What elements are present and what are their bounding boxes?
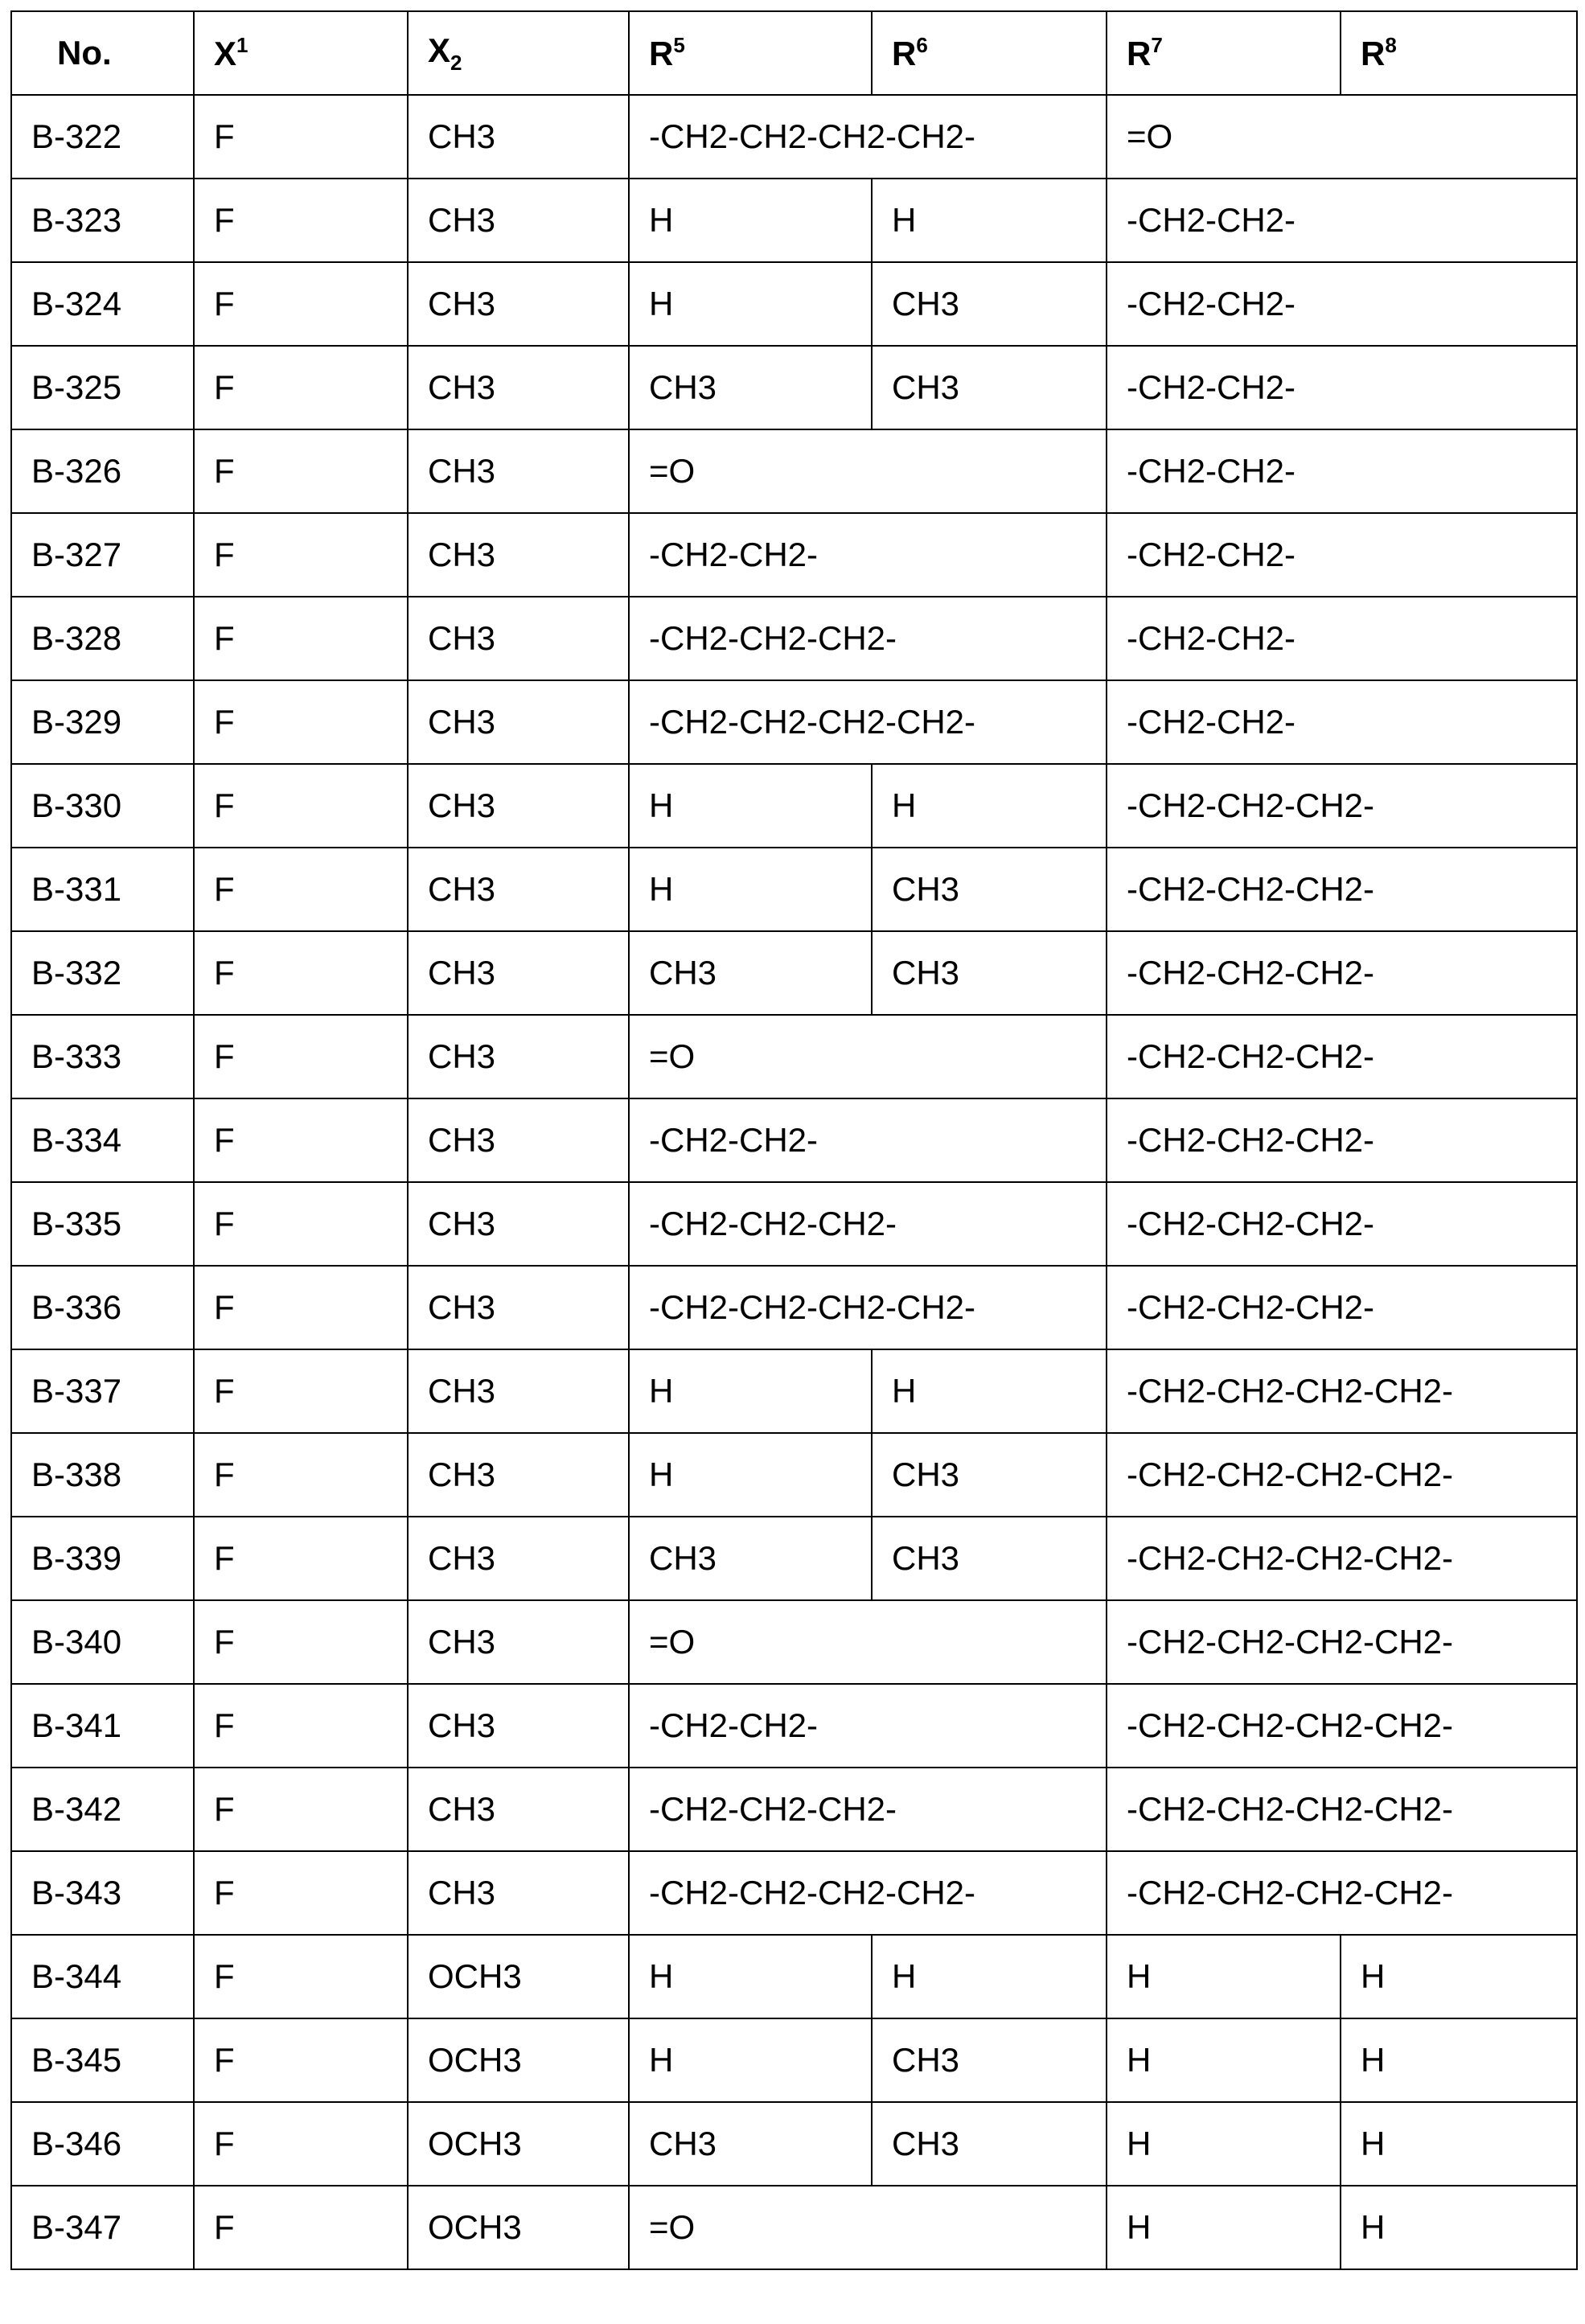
table-cell: F: [194, 1684, 408, 1768]
table-cell: -CH2-CH2-CH2-CH2-: [1107, 1684, 1577, 1768]
table-cell: H: [1341, 2186, 1577, 2269]
column-header-r7: [1107, 11, 1341, 95]
table-row: [11, 95, 1577, 179]
table-cell: CH3: [408, 1684, 629, 1768]
header-label: R: [1361, 35, 1385, 72]
table-cell: B-328: [11, 597, 194, 680]
table-cell: -CH2-CH2-CH2-CH2-: [1107, 1600, 1577, 1684]
table-row: [11, 597, 1577, 680]
table-cell: H: [1341, 2018, 1577, 2102]
table-cell: B-322: [11, 95, 194, 179]
table-cell: F: [194, 1433, 408, 1517]
table-cell: CH3: [629, 931, 872, 1015]
table-cell: H: [629, 179, 872, 262]
table-cell: F: [194, 2102, 408, 2186]
table-cell: F: [194, 931, 408, 1015]
table-cell: CH3: [408, 1517, 629, 1600]
table-cell: OCH3: [408, 2018, 629, 2102]
column-header-r5: [629, 11, 872, 95]
table-cell: B-326: [11, 429, 194, 513]
table-cell: B-325: [11, 346, 194, 429]
table-cell: H: [872, 1935, 1107, 2018]
table-cell: -CH2-CH2-CH2-CH2-: [1107, 1349, 1577, 1433]
table-cell: -CH2-CH2-CH2-CH2-: [1107, 1517, 1577, 1600]
table-row: [11, 1600, 1577, 1684]
table-cell: -CH2-CH2-CH2-CH2-: [1107, 1851, 1577, 1935]
table-cell: B-338: [11, 1433, 194, 1517]
table-cell: B-327: [11, 513, 194, 597]
table-row: [11, 764, 1577, 848]
table-cell: CH3: [408, 262, 629, 346]
table-cell: =O: [1107, 95, 1577, 179]
table-cell: F: [194, 1517, 408, 1600]
table-cell: CH3: [408, 1098, 629, 1182]
table-cell: -CH2-CH2-CH2-: [629, 1182, 1107, 1266]
table-cell: F: [194, 2018, 408, 2102]
table-cell: B-344: [11, 1935, 194, 2018]
table-row: [11, 680, 1577, 764]
table-cell: CH3: [408, 1015, 629, 1098]
table-cell: =O: [629, 1015, 1107, 1098]
table-cell: -CH2-CH2-CH2-: [1107, 1182, 1577, 1266]
table-cell: CH3: [629, 346, 872, 429]
table-row: [11, 2102, 1577, 2186]
table-cell: F: [194, 1266, 408, 1349]
table-cell: -CH2-CH2-CH2-CH2-: [629, 1851, 1107, 1935]
table-cell: F: [194, 848, 408, 931]
table-cell: -CH2-CH2-: [629, 1098, 1107, 1182]
table-cell: B-334: [11, 1098, 194, 1182]
table-row: [11, 346, 1577, 429]
table-cell: CH3: [872, 2018, 1107, 2102]
table-cell: -CH2-CH2-: [1107, 179, 1577, 262]
table-cell: CH3: [408, 429, 629, 513]
table-cell: F: [194, 1851, 408, 1935]
table-cell: -CH2-CH2-CH2-: [1107, 1015, 1577, 1098]
table-cell: CH3: [872, 2102, 1107, 2186]
table-row: [11, 1015, 1577, 1098]
header-superscript: 5: [673, 33, 684, 57]
table-cell: -CH2-CH2-CH2-: [1107, 1098, 1577, 1182]
header-subscript: 2: [450, 51, 462, 75]
table-cell: H: [1107, 2102, 1341, 2186]
table-cell: B-343: [11, 1851, 194, 1935]
table-cell: CH3: [408, 179, 629, 262]
header-label: No.: [57, 34, 112, 72]
table-row: [11, 1182, 1577, 1266]
header-superscript: 6: [916, 33, 927, 57]
table-cell: F: [194, 1600, 408, 1684]
table-cell: CH3: [408, 1266, 629, 1349]
table-cell: CH3: [629, 1517, 872, 1600]
header-superscript: 8: [1385, 33, 1396, 57]
table-row: [11, 179, 1577, 262]
table-cell: -CH2-CH2-CH2-CH2-: [629, 1266, 1107, 1349]
table-row: [11, 1098, 1577, 1182]
table-cell: -CH2-CH2-CH2-: [1107, 764, 1577, 848]
table-cell: H: [1107, 2018, 1341, 2102]
table-cell: B-335: [11, 1182, 194, 1266]
header-row: [11, 11, 1577, 95]
table-cell: H: [629, 2018, 872, 2102]
table-cell: H: [629, 1935, 872, 2018]
table-cell: B-345: [11, 2018, 194, 2102]
table-cell: B-331: [11, 848, 194, 931]
table-cell: CH3: [408, 513, 629, 597]
table-cell: -CH2-CH2-CH2-CH2-: [629, 680, 1107, 764]
table-cell: B-333: [11, 1015, 194, 1098]
table-cell: CH3: [408, 931, 629, 1015]
table-cell: B-340: [11, 1600, 194, 1684]
table-cell: F: [194, 262, 408, 346]
table-row: [11, 1266, 1577, 1349]
table-cell: OCH3: [408, 2102, 629, 2186]
header-label: R: [1127, 35, 1151, 72]
table-cell: B-329: [11, 680, 194, 764]
table-cell: F: [194, 764, 408, 848]
table-cell: F: [194, 1098, 408, 1182]
table-cell: CH3: [872, 931, 1107, 1015]
header-label: R: [892, 35, 916, 72]
table-cell: -CH2-CH2-CH2-: [1107, 1266, 1577, 1349]
table-cell: F: [194, 513, 408, 597]
table-cell: F: [194, 346, 408, 429]
column-header-x1: [194, 11, 408, 95]
header-label: R: [649, 35, 673, 72]
table-row: [11, 429, 1577, 513]
table-cell: H: [629, 262, 872, 346]
column-header-no: [11, 11, 194, 95]
table-cell: B-332: [11, 931, 194, 1015]
table-cell: F: [194, 95, 408, 179]
table-cell: CH3: [629, 2102, 872, 2186]
table-cell: CH3: [872, 848, 1107, 931]
table-cell: CH3: [872, 1517, 1107, 1600]
table-cell: -CH2-CH2-: [1107, 513, 1577, 597]
table-cell: -CH2-CH2-CH2-: [1107, 848, 1577, 931]
table-cell: F: [194, 1015, 408, 1098]
table-row: [11, 1349, 1577, 1433]
table-cell: CH3: [408, 1433, 629, 1517]
table-cell: B-336: [11, 1266, 194, 1349]
table-cell: F: [194, 597, 408, 680]
table-cell: CH3: [408, 95, 629, 179]
table-row: [11, 2018, 1577, 2102]
table-cell: B-347: [11, 2186, 194, 2269]
column-header-r8: [1341, 11, 1577, 95]
table-cell: F: [194, 2186, 408, 2269]
table-cell: CH3: [408, 1600, 629, 1684]
table-cell: B-323: [11, 179, 194, 262]
table-cell: F: [194, 1182, 408, 1266]
table-cell: F: [194, 1349, 408, 1433]
table-cell: B-346: [11, 2102, 194, 2186]
table-cell: H: [872, 1349, 1107, 1433]
table-cell: H: [1107, 2186, 1341, 2269]
table-cell: -CH2-CH2-: [1107, 346, 1577, 429]
table-cell: =O: [629, 429, 1107, 513]
table-cell: CH3: [872, 1433, 1107, 1517]
table-row: [11, 931, 1577, 1015]
table-cell: -CH2-CH2-: [1107, 597, 1577, 680]
table-cell: F: [194, 1768, 408, 1851]
table-cell: -CH2-CH2-CH2-: [629, 1768, 1107, 1851]
table-cell: B-324: [11, 262, 194, 346]
table-cell: F: [194, 1935, 408, 2018]
table-cell: =O: [629, 1600, 1107, 1684]
table-cell: F: [194, 179, 408, 262]
table-row: [11, 1684, 1577, 1768]
table-cell: -CH2-CH2-: [629, 513, 1107, 597]
table-cell: -CH2-CH2-CH2-CH2-: [1107, 1433, 1577, 1517]
table-cell: H: [1341, 2102, 1577, 2186]
table-cell: CH3: [408, 764, 629, 848]
table-cell: F: [194, 680, 408, 764]
table-row: [11, 848, 1577, 931]
header-superscript: 7: [1151, 33, 1162, 57]
table-cell: CH3: [872, 262, 1107, 346]
table-cell: CH3: [408, 1851, 629, 1935]
header-superscript: 1: [236, 33, 248, 57]
table-row: [11, 1433, 1577, 1517]
header-label: X: [214, 35, 236, 72]
table-row: [11, 1851, 1577, 1935]
table-cell: H: [1341, 1935, 1577, 2018]
table-cell: H: [629, 764, 872, 848]
table-cell: H: [629, 848, 872, 931]
table-cell: B-341: [11, 1684, 194, 1768]
table-cell: -CH2-CH2-CH2-: [1107, 931, 1577, 1015]
column-header-r6: [872, 11, 1107, 95]
table-cell: -CH2-CH2-: [1107, 680, 1577, 764]
table-cell: B-330: [11, 764, 194, 848]
table-row: [11, 1935, 1577, 2018]
table-cell: B-337: [11, 1349, 194, 1433]
table-row: [11, 1517, 1577, 1600]
table-cell: F: [194, 429, 408, 513]
table-cell: H: [872, 179, 1107, 262]
table-cell: -CH2-CH2-: [629, 1684, 1107, 1768]
table-cell: -CH2-CH2-: [1107, 429, 1577, 513]
table-cell: B-339: [11, 1517, 194, 1600]
table-cell: H: [1107, 1935, 1341, 2018]
table-cell: CH3: [408, 597, 629, 680]
table-cell: -CH2-CH2-CH2-CH2-: [1107, 1768, 1577, 1851]
table-cell: -CH2-CH2-CH2-CH2-: [629, 95, 1107, 179]
table-cell: -CH2-CH2-: [1107, 262, 1577, 346]
table-cell: CH3: [408, 1182, 629, 1266]
table-row: [11, 513, 1577, 597]
table-cell: OCH3: [408, 1935, 629, 2018]
table-cell: H: [629, 1433, 872, 1517]
table-cell: H: [872, 764, 1107, 848]
table-cell: B-342: [11, 1768, 194, 1851]
table-cell: OCH3: [408, 2186, 629, 2269]
column-header-x2: [408, 11, 629, 95]
table-cell: CH3: [408, 680, 629, 764]
table-cell: CH3: [408, 848, 629, 931]
table-cell: -CH2-CH2-CH2-: [629, 597, 1107, 680]
header-label: X: [428, 31, 450, 69]
table-row: [11, 2186, 1577, 2269]
table-cell: CH3: [408, 346, 629, 429]
table-row: [11, 1768, 1577, 1851]
compound-table: [10, 10, 1578, 2270]
table-cell: CH3: [408, 1768, 629, 1851]
table-cell: =O: [629, 2186, 1107, 2269]
table-cell: H: [629, 1349, 872, 1433]
table-cell: CH3: [872, 346, 1107, 429]
table-cell: CH3: [408, 1349, 629, 1433]
table-row: [11, 262, 1577, 346]
